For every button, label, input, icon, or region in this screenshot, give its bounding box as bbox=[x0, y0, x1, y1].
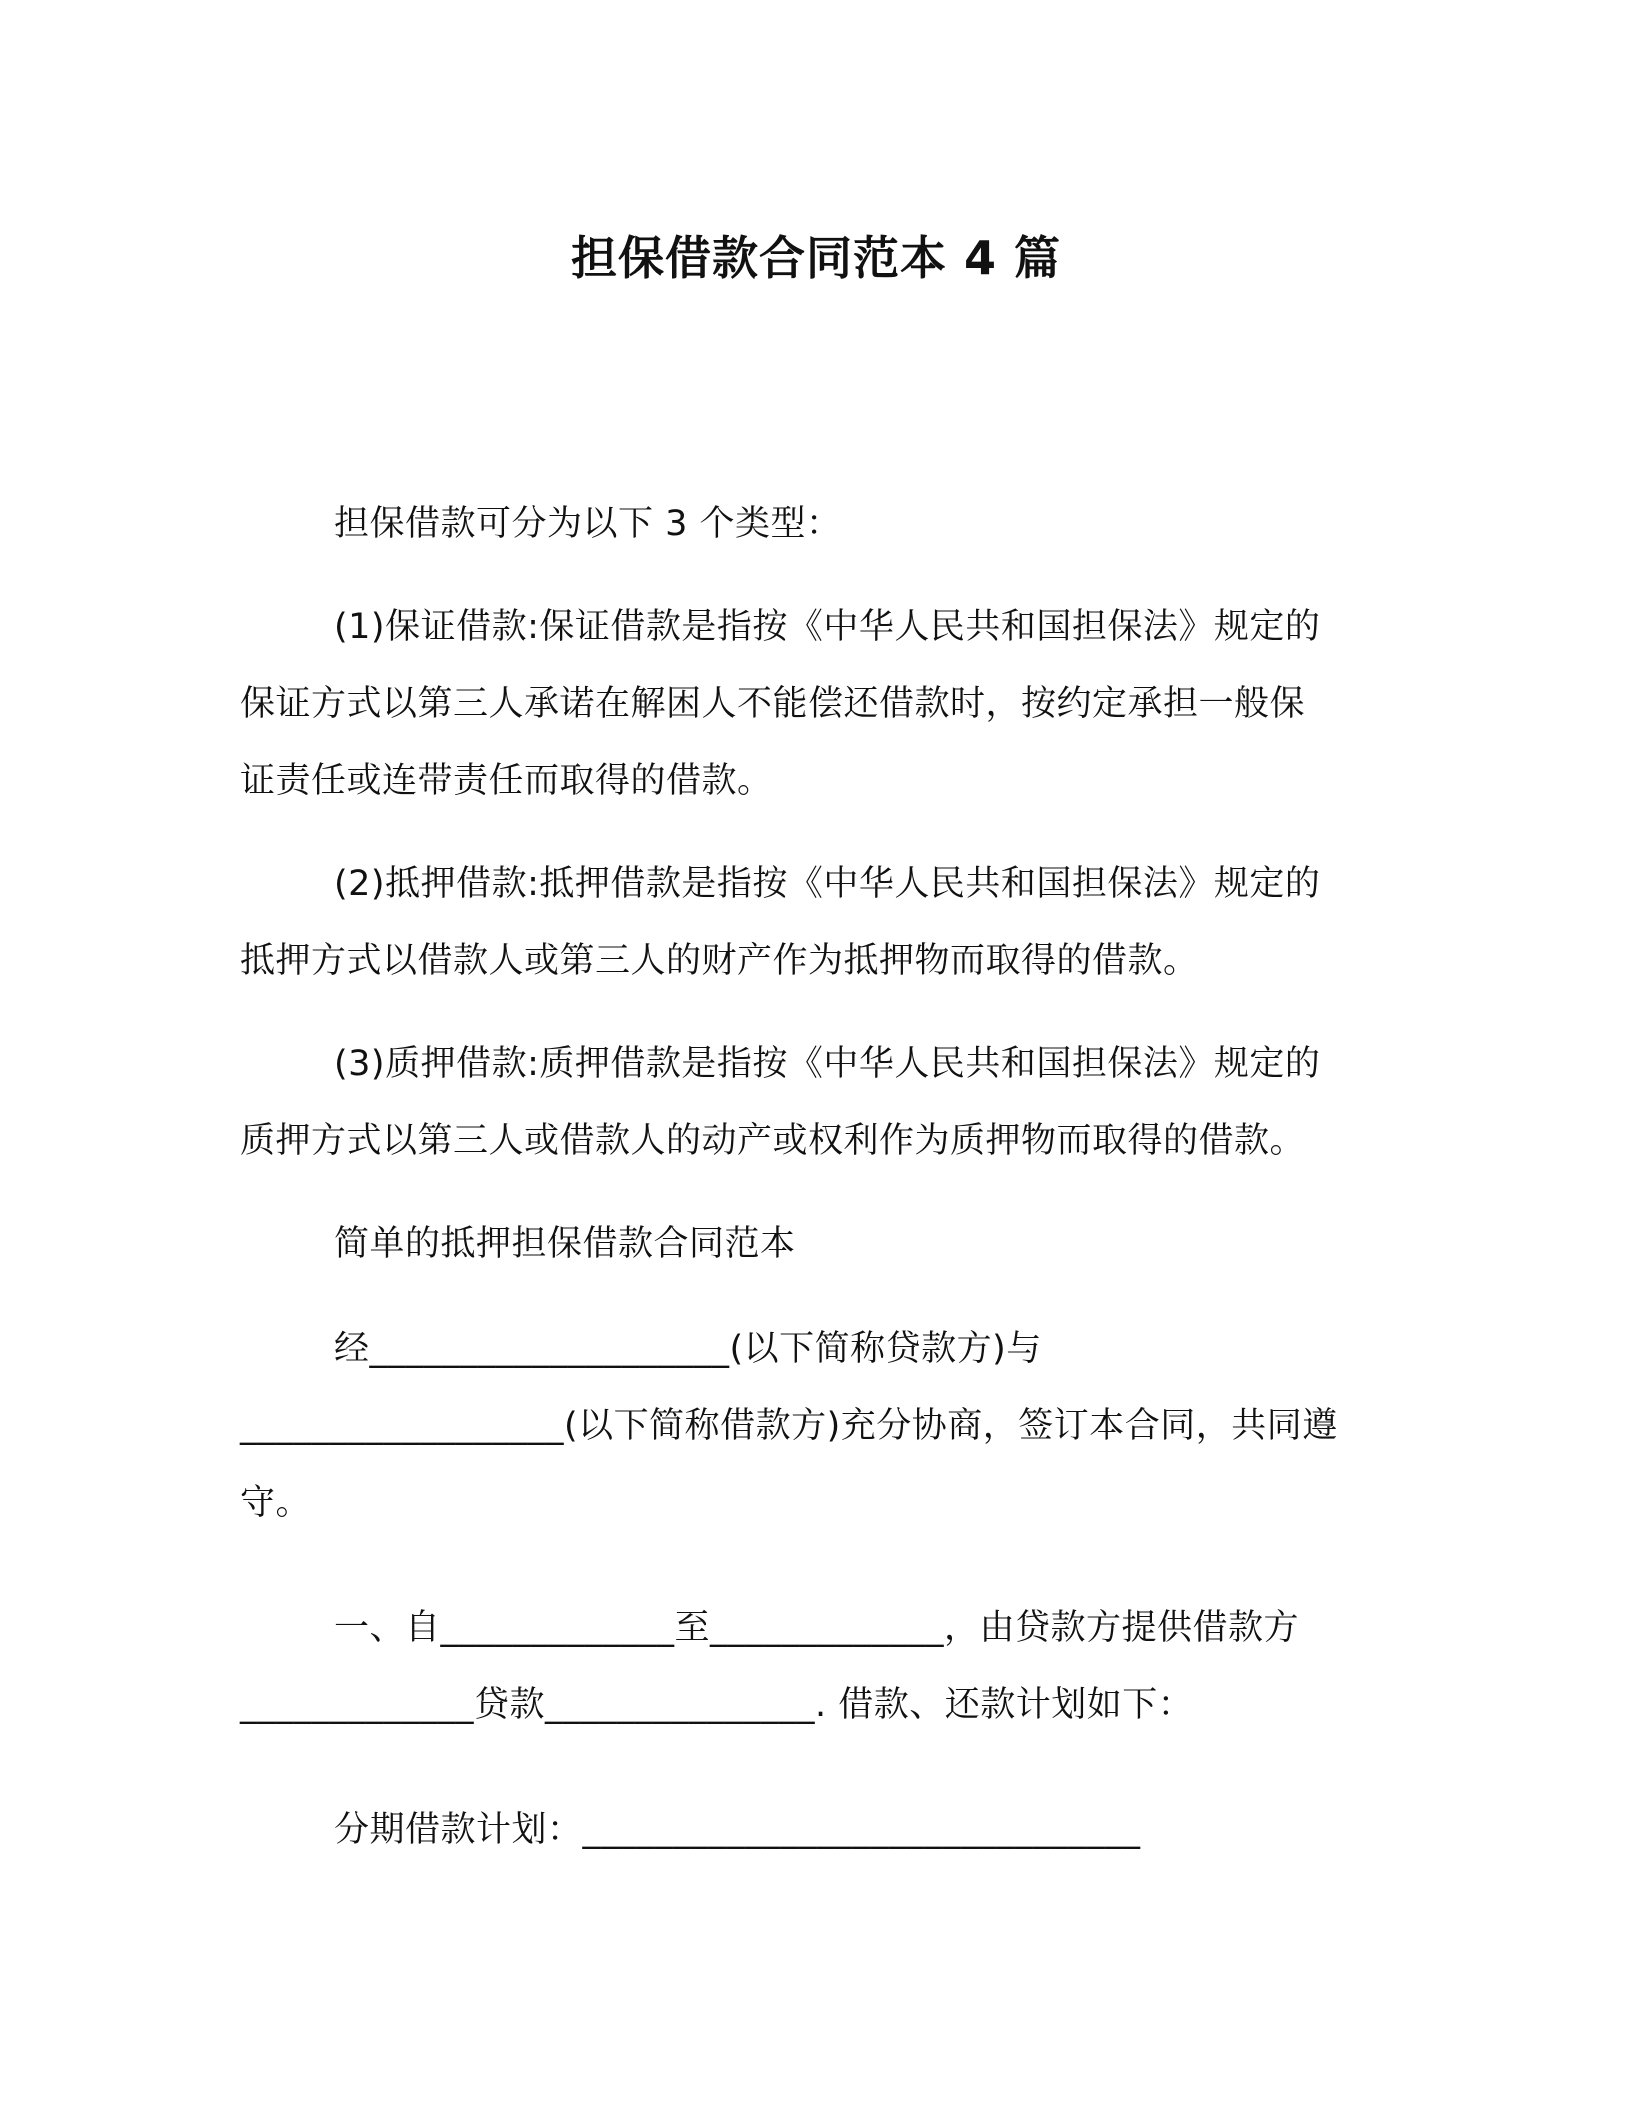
agreement-line-1: 经____________________(以下简称贷款方)与 bbox=[334, 1329, 1042, 1369]
installment-paragraph bbox=[240, 1792, 1380, 1869]
clause1-line-2: _____________贷款_______________. 借款、还款计划如下： bbox=[240, 1685, 1194, 1725]
type1-paragraph bbox=[240, 589, 1380, 820]
type3-line-1: (3)质押借款:质押借款是指按《中华人民共和国担保法》规定的 bbox=[334, 1044, 1321, 1084]
type2-line-2: 抵押方式以借款人或第三人的财产作为抵押物而取得的借款。 bbox=[240, 941, 1199, 981]
agreement-line-3: 守。 bbox=[240, 1483, 312, 1523]
type1-line-2: 保证方式以第三人承诺在解困人不能偿还借款时，按约定承担一般保 bbox=[240, 684, 1306, 724]
document-title: 担保借款合同范本 4 篇 bbox=[570, 231, 1062, 285]
sample-heading-paragraph bbox=[240, 1206, 1380, 1283]
type1-line-1: (1)保证借款:保证借款是指按《中华人民共和国担保法》规定的 bbox=[334, 607, 1321, 647]
intro-line: 担保借款可分为以下 3 个类型： bbox=[334, 504, 842, 544]
type1-line-3: 证责任或连带责任而取得的借款。 bbox=[240, 761, 773, 801]
type2-paragraph bbox=[240, 846, 1380, 1000]
type3-line-2: 质押方式以第三人或借款人的动产或权利作为质押物而取得的借款。 bbox=[240, 1121, 1306, 1161]
agreement-paragraph bbox=[240, 1311, 1380, 1542]
clause1-paragraph bbox=[240, 1590, 1380, 1744]
sample-heading: 简单的抵押担保借款合同范本 bbox=[334, 1224, 796, 1264]
type3-paragraph bbox=[240, 1026, 1380, 1180]
clause1-line-1: 一、自_____________至_____________，由贷款方提供借款方 bbox=[334, 1608, 1300, 1648]
document-body bbox=[240, 486, 1380, 1869]
agreement-line-2: __________________(以下简称借款方)充分协商，签订本合同，共同遵 bbox=[240, 1406, 1338, 1446]
installment-line: 分期借款计划：_______________________________ bbox=[334, 1810, 1141, 1850]
intro-paragraph bbox=[240, 486, 1380, 563]
type2-line-1: (2)抵押借款:抵押借款是指按《中华人民共和国担保法》规定的 bbox=[334, 864, 1321, 904]
